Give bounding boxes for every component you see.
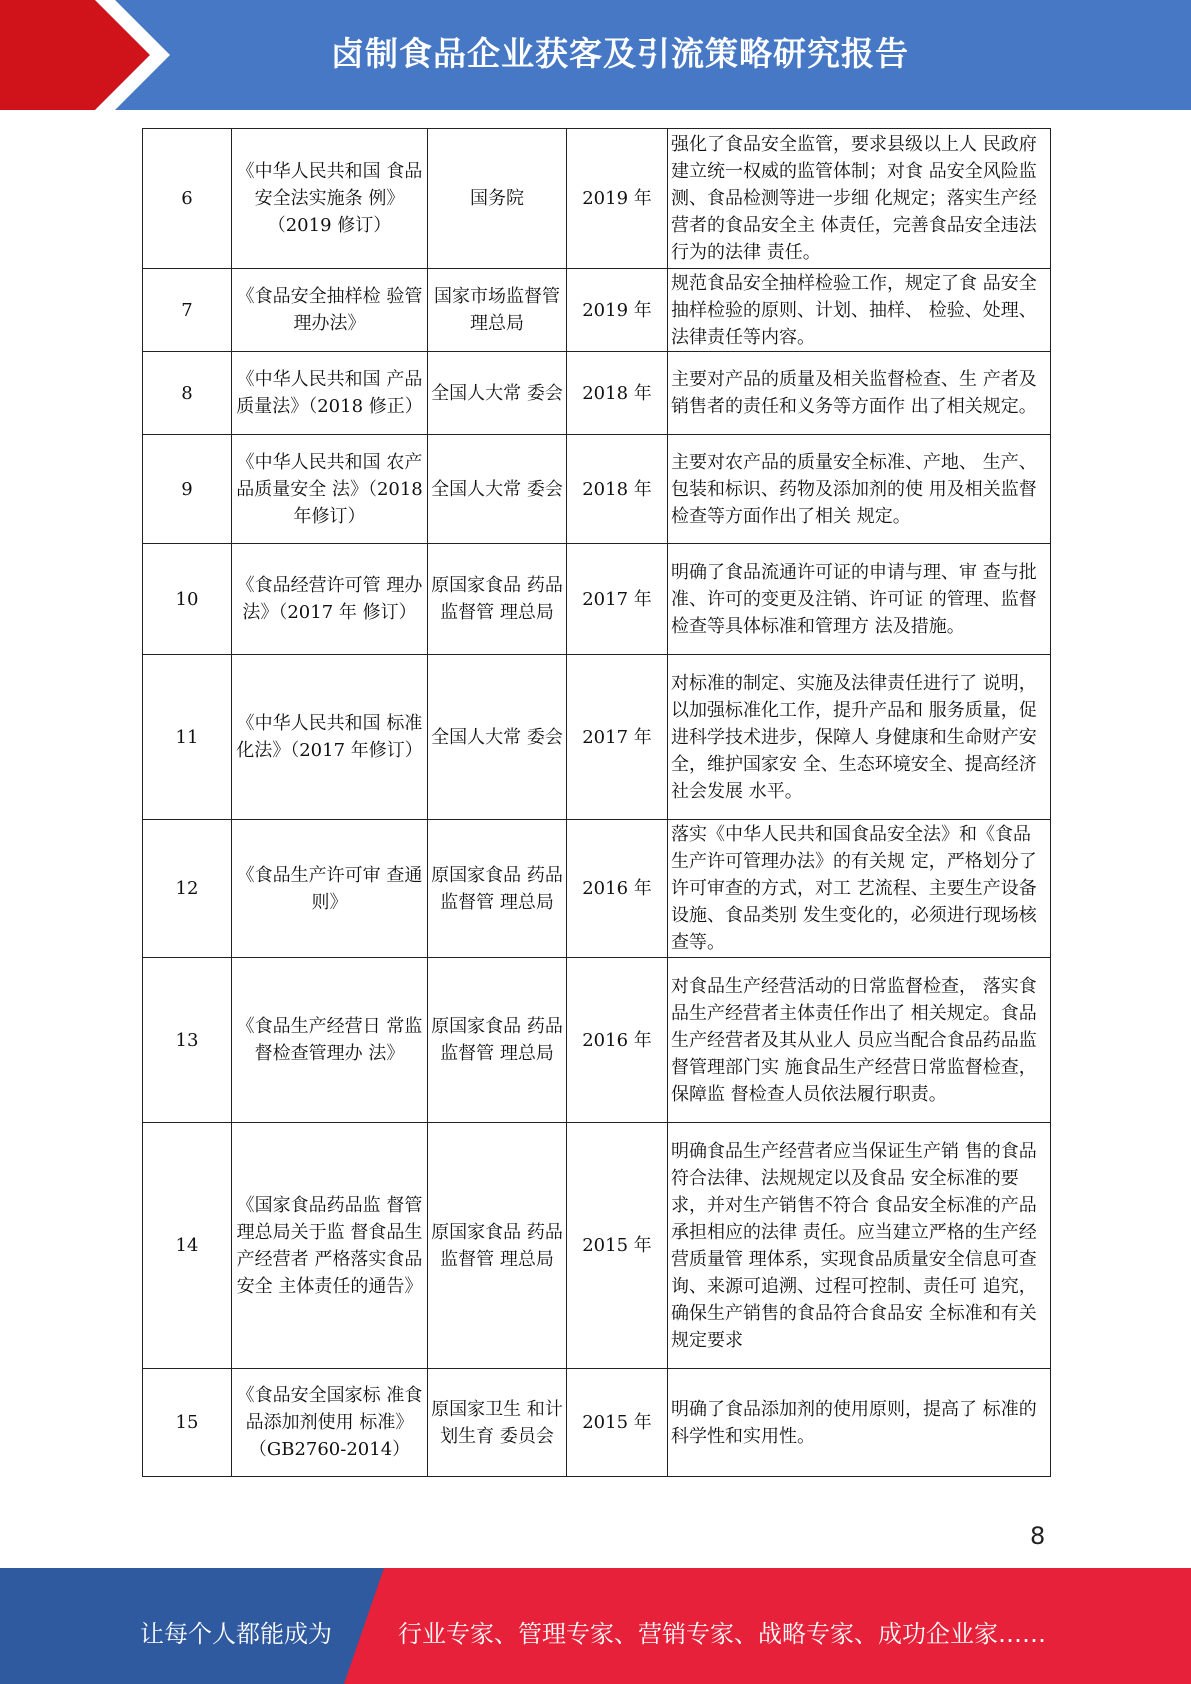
issuing-authority: 原国家食品 药品监督管 理总局	[428, 1123, 567, 1369]
issuing-authority: 原国家食品 药品监督管 理总局	[428, 958, 567, 1123]
issuing-authority: 全国人大常 委会	[428, 352, 567, 435]
table-row	[143, 820, 1051, 958]
regulation-description: 规范食品安全抽样检验工作，规定了食 品安全抽样检验的原则、计划、抽样、 检验、处理、法律责任等内容。	[668, 269, 1051, 352]
table-row	[143, 129, 1051, 269]
regulation-name: 《食品生产许可审 查通则》	[232, 820, 428, 958]
row-number: 12	[143, 820, 232, 958]
issuing-authority: 全国人大常 委会	[428, 655, 567, 820]
regulation-name: 《食品安全抽样检 验管理办法》	[232, 269, 428, 352]
page-number: 8	[1030, 1522, 1046, 1550]
issue-year: 2015 年	[567, 1123, 668, 1369]
regulation-name: 《中华人民共和国 食品安全法实施条 例》（2019 修订）	[232, 129, 428, 269]
issue-year: 2019 年	[567, 129, 668, 269]
issue-year: 2015 年	[567, 1369, 668, 1477]
footer-slogan-right: 行业专家、管理专家、营销专家、战略专家、成功企业家……	[398, 1620, 1046, 1648]
row-number: 11	[143, 655, 232, 820]
issuing-authority: 原国家卫生 和计划生育 委员会	[428, 1369, 567, 1477]
regulation-name: 《中华人民共和国 农产品质量安全 法》（2018 年修订）	[232, 435, 428, 544]
page-footer	[0, 1568, 1191, 1684]
issuing-authority: 原国家食品 药品监督管 理总局	[428, 544, 567, 655]
regulation-name: 《食品安全国家标 准食品添加剂使用 标准》（GB2760-2014）	[232, 1369, 428, 1477]
regulation-description: 强化了食品安全监管，要求县级以上人 民政府建立统一权威的监管体制；对食 品安全风险监测、食品检测等进一步细 化规定；落实生产经营者的食品安全主 体责任，完善食品安全违法行为的法律 责任。	[668, 129, 1051, 269]
issue-year: 2016 年	[567, 958, 668, 1123]
table-row	[143, 544, 1051, 655]
table-row	[143, 1123, 1051, 1369]
table-row	[143, 958, 1051, 1123]
issue-year: 2018 年	[567, 435, 668, 544]
issue-year: 2019 年	[567, 269, 668, 352]
footer-slogan-left: 让每个人都能成为	[140, 1620, 332, 1648]
issuing-authority: 原国家食品 药品监督管 理总局	[428, 820, 567, 958]
issue-year: 2017 年	[567, 655, 668, 820]
row-number: 9	[143, 435, 232, 544]
document-title: 卤制食品企业获客及引流策略研究报告	[331, 34, 909, 73]
row-number: 7	[143, 269, 232, 352]
regulation-description: 主要对产品的质量及相关监督检查、生 产者及销售者的责任和义务等方面作 出了相关规定。	[668, 352, 1051, 435]
regulation-name: 《国家食品药品监 督管理总局关于监 督食品生产经营者 严格落实食品安全 主体责任的通告》	[232, 1123, 428, 1369]
table-row	[143, 352, 1051, 435]
table-row	[143, 1369, 1051, 1477]
issuing-authority: 全国人大常 委会	[428, 435, 567, 544]
regulation-description: 主要对农产品的质量安全标准、产地、 生产、包装和标识、药物及添加剂的使 用及相关监督检查等方面作出了相关 规定。	[668, 435, 1051, 544]
page-header	[0, 0, 1191, 110]
row-number: 14	[143, 1123, 232, 1369]
row-number: 13	[143, 958, 232, 1123]
regulations-table	[142, 128, 1051, 1477]
regulation-name: 《食品经营许可管 理办法》（2017 年 修订）	[232, 544, 428, 655]
regulation-name: 《中华人民共和国 产品质量法》（2018 修正）	[232, 352, 428, 435]
regulation-description: 落实《中华人民共和国食品安全法》和《食品生产许可管理办法》的有关规 定，严格划分了许可审查的方式，对工 艺流程、主要生产设备设施、食品类别 发生变化的，必须进行现场核查等。	[668, 820, 1051, 958]
issue-year: 2016 年	[567, 820, 668, 958]
table-row	[143, 655, 1051, 820]
table-row	[143, 435, 1051, 544]
row-number: 8	[143, 352, 232, 435]
row-number: 6	[143, 129, 232, 269]
regulation-description: 明确了食品添加剂的使用原则，提高了 标准的科学性和实用性。	[668, 1369, 1051, 1477]
table-row	[143, 269, 1051, 352]
regulation-name: 《食品生产经营日 常监督检查管理办 法》	[232, 958, 428, 1123]
regulation-description: 明确了食品流通许可证的申请与理、审 查与批准、许可的变更及注销、许可证 的管理、监督检查等具体标准和管理方 法及措施。	[668, 544, 1051, 655]
regulation-description: 对食品生产经营活动的日常监督检查， 落实食品生产经营者主体责任作出了 相关规定。食品生产经营者及其从业人 员应当配合食品药品监督管理部门实 施食品生产经营日常监督检查，保障监 督检查人员依法履行职责。	[668, 958, 1051, 1123]
issuing-authority: 国家市场监督管理总局	[428, 269, 567, 352]
regulation-name: 《中华人民共和国 标准化法》（2017 年修订）	[232, 655, 428, 820]
issue-year: 2018 年	[567, 352, 668, 435]
regulation-description: 明确食品生产经营者应当保证生产销 售的食品符合法律、法规规定以及食品 安全标准的要求，并对生产销售不符合 食品安全标准的产品承担相应的法律 责任。应当建立严格的生产经营质量管 理体系，实现食品质量安全信息可查 询、来源可追溯、过程可控制、责任可 追究，确保生产销售的食品符合食品安 全标准和有关规定要求	[668, 1123, 1051, 1369]
regulation-description: 对标准的制定、实施及法律责任进行了 说明，以加强标准化工作，提升产品和 服务质量，促进科学技术进步，保障人 身健康和生命财产安全，维护国家安 全、生态环境安全、提高经济社会发展 水平。	[668, 655, 1051, 820]
row-number: 10	[143, 544, 232, 655]
row-number: 15	[143, 1369, 232, 1477]
issue-year: 2017 年	[567, 544, 668, 655]
issuing-authority: 国务院	[428, 129, 567, 269]
